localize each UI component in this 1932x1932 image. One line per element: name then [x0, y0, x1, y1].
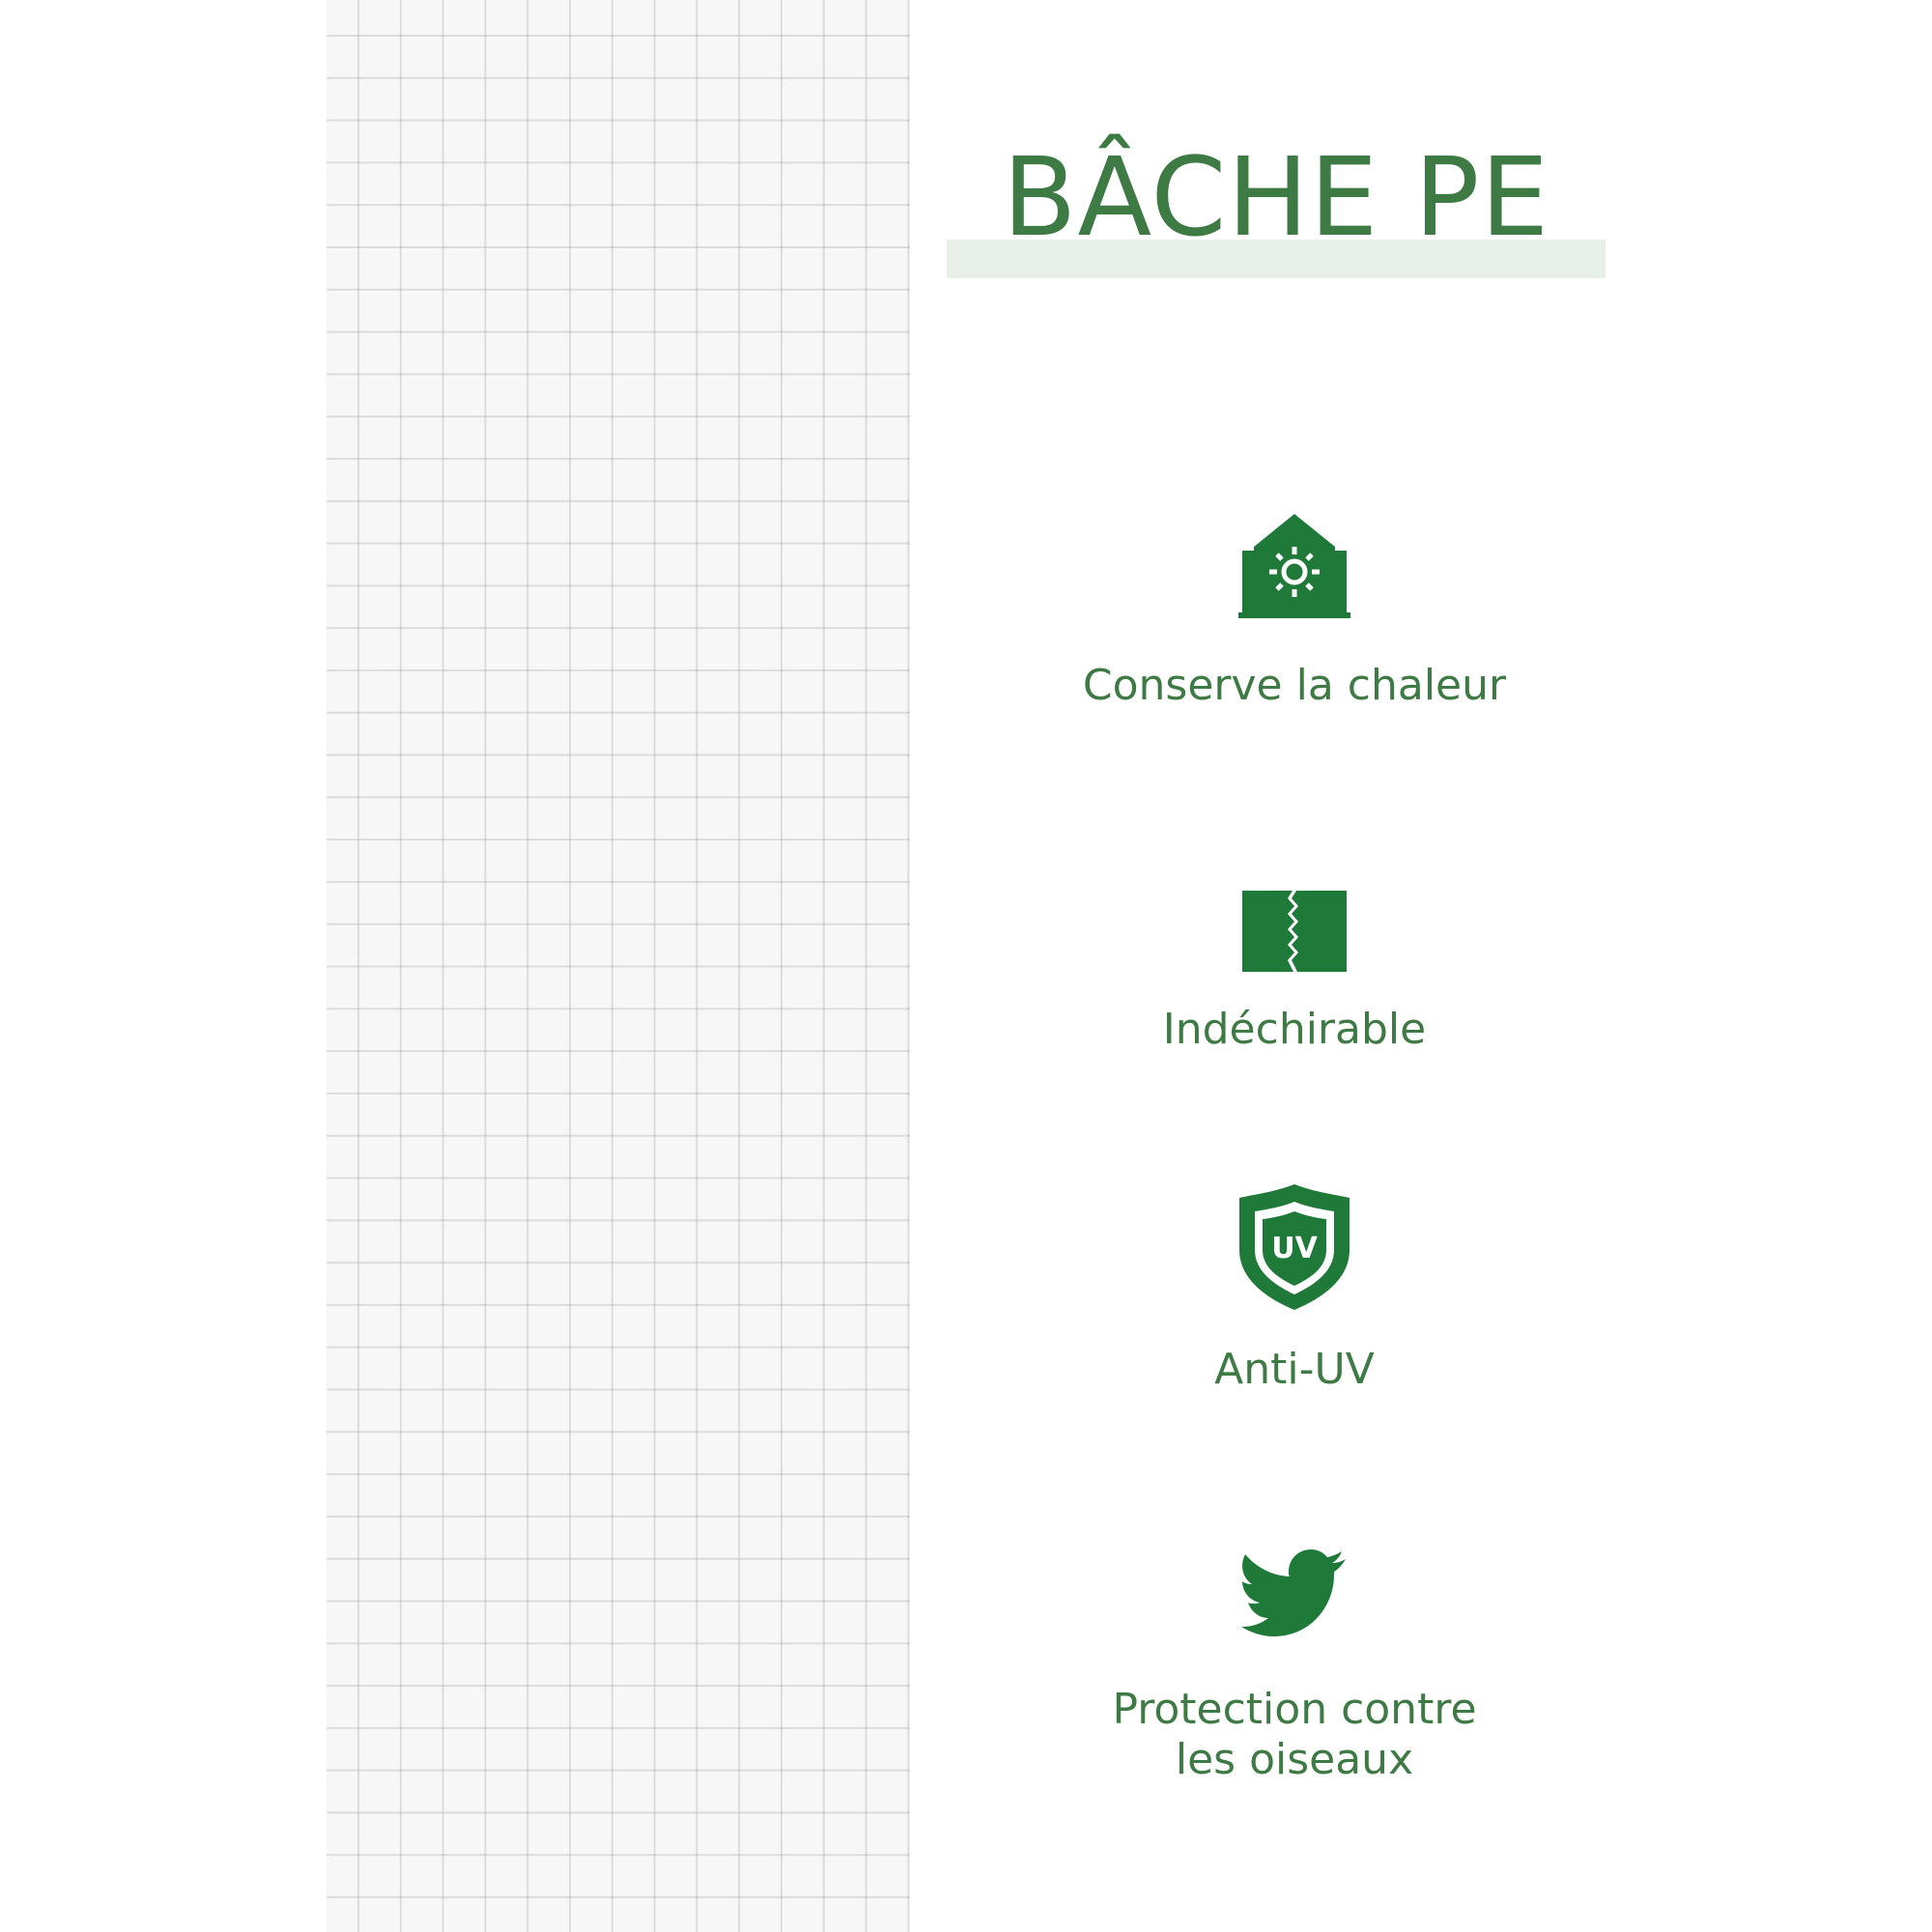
grid-texture-panel	[327, 0, 910, 1932]
feature-item-tear-resistant	[1024, 891, 1565, 1055]
uv-icon-text: UV	[1271, 1232, 1318, 1265]
feature-item-anti-uv	[1024, 1182, 1565, 1395]
feature-item-bird-protection	[1024, 1549, 1565, 1785]
uv-shield-icon	[1237, 1182, 1351, 1312]
page-title: BÂCHE PE	[1002, 135, 1550, 261]
feature-label: Indéchirable	[1162, 1005, 1427, 1054]
feature-label: Conserve la chaleur	[1082, 661, 1507, 710]
feature-item-heat	[1024, 510, 1565, 711]
torn-sheet-icon	[1242, 891, 1347, 972]
feature-label: Protection contre les oiseaux	[1112, 1685, 1477, 1784]
bird-icon	[1241, 1549, 1348, 1636]
greenhouse-sun-icon	[1238, 510, 1350, 622]
feature-label: Anti-UV	[1214, 1345, 1375, 1394]
